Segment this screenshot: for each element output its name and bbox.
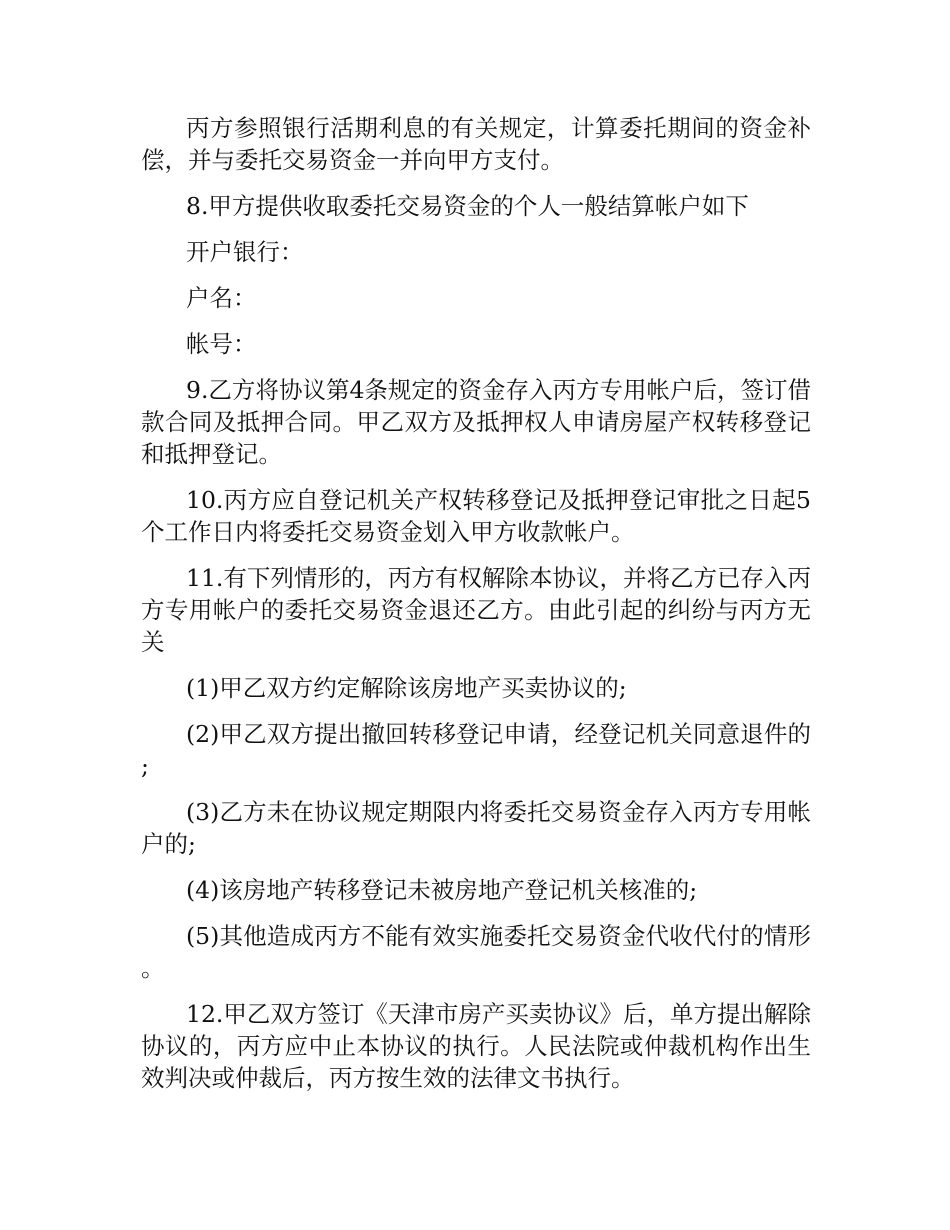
- clause-10: 10.丙方应自登记机关产权转移登记及抵押登记审批之日起5个工作日内将委托交易资金划入甲方收款帐户。: [141, 486, 811, 546]
- document-page: [141, 112, 811, 1108]
- field-account-number: 帐号：: [186, 330, 257, 358]
- field-account-name: 户名：: [186, 284, 257, 312]
- clause-9: 9.乙方将协议第4条规定的资金存入丙方专用帐户后，签订借款合同及抵押合同。甲乙双方及抵押权人申请房屋产权转移登记和抵押登记。: [141, 376, 811, 468]
- paragraph-compensation: 丙方参照银行活期利息的有关规定，计算委托期间的资金补偿，并与委托交易资金一并向甲方支付。: [141, 114, 811, 174]
- clause-8: 8.甲方提供收取委托交易资金的个人一般结算帐户如下: [186, 192, 749, 220]
- clause-12: 12.甲乙双方签订《天津市房产买卖协议》后，单方提出解除协议的，丙方应中止本协议的执行。人民法院或仲裁机构作出生效判决或仲裁后，丙方按生效的法律文书执行。: [141, 1000, 811, 1092]
- clause-11-item-5: (5)其他造成丙方不能有效实施委托交易资金代收代付的情形。: [141, 922, 811, 982]
- clause-11: 11.有下列情形的，丙方有权解除本协议，并将乙方已存入丙方专用帐户的委托交易资金退还乙方。由此引起的纠纷与丙方无关: [141, 564, 811, 656]
- clause-11-item-1: (1)甲乙双方约定解除该房地产买卖协议的;: [186, 674, 627, 702]
- clause-11-item-2: (2)甲乙双方提出撤回转移登记申请，经登记机关同意退件的;: [141, 720, 811, 780]
- clause-11-item-4: (4)该房地产转移登记未被房地产登记机关核准的;: [186, 876, 698, 904]
- clause-11-item-3: (3)乙方未在协议规定期限内将委托交易资金存入丙方专用帐户的;: [141, 798, 811, 858]
- field-bank: 开户银行：: [186, 238, 304, 266]
